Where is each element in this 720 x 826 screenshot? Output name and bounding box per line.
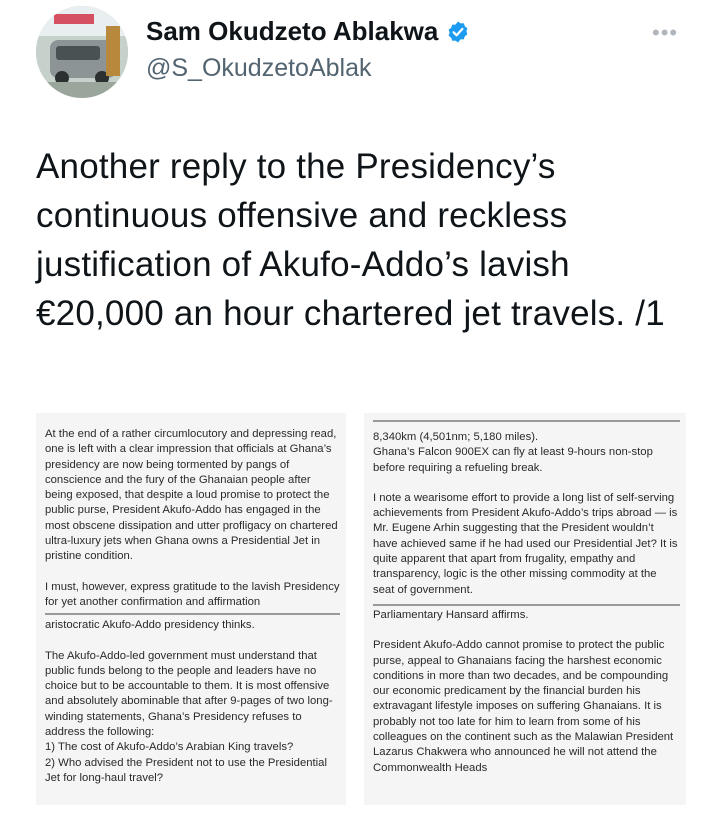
document-left-cut-strip xyxy=(45,610,340,618)
document-left-paragraph-5: 1) The cost of Akufo-Addo’s Arabian King travels? xyxy=(45,741,294,754)
document-left-top-cut xyxy=(36,413,346,421)
document-right-text xyxy=(373,430,680,791)
document-left-cut-line xyxy=(45,613,340,615)
document-right-paragraph-1: 8,340km (4,501nm; 5,180 miles). xyxy=(373,431,539,443)
attached-image-left[interactable] xyxy=(36,413,346,805)
document-right-paragraph-5: President Akufo-Addo cannot promise to protect the public purse, appeal to Ghanaians facing the harshest economic conditions in more than two decades, and be compounding our economic predicament by the financial burden his extravagant lifestyle imposes on suffering Ghanaians. It is probably not too late for him to learn from some of his colleagues on the continent such as the Malawian President Lazarus Chakwera who announced he will not attend the Commonwealth Heads xyxy=(373,639,674,774)
document-right-cut-strip xyxy=(373,598,680,608)
more-options-icon[interactable]: ••• xyxy=(652,20,679,45)
verified-badge-icon xyxy=(446,20,470,44)
avatar[interactable] xyxy=(36,6,128,98)
attached-image-right[interactable] xyxy=(364,413,686,805)
author-name[interactable]: Sam Okudzeto Ablakwa xyxy=(146,16,439,46)
document-left-paragraph-4: The Akufo-Addo-led government must understand that public funds belong to the people and leaders have no choice but to be accountable to them. It is most offensive and absolutely abominable that after 9-pages of two long-winding statements, Ghana’s Presidency refuses to address the following: xyxy=(45,649,333,739)
tweet-text: Another reply to the Presidency’s continuous offensive and reckless justification of Akufo-Addo’s lavish €20,000 an hour chartered jet travels. /1 xyxy=(36,147,665,333)
author-handle[interactable]: @S_OkudzetoAblak xyxy=(146,54,372,82)
document-right-paragraph-4: Parliamentary Hansard affirms. xyxy=(373,608,529,621)
document-left-text xyxy=(45,427,340,801)
document-right-top-cut xyxy=(364,413,686,425)
document-left-paragraph-3: aristocratic Akufo-Addo presidency thinks. xyxy=(45,619,255,632)
document-right-paragraph-3: I note a wearisome effort to provide a long list of self-serving achievements from President Akufo-Addo’s trips abroad — is Mr. Eugene Arhin suggesting that the President wouldn’t have achieved same if he had used our Presidential Jet? It is quite apparent that apart from frugality, empathy and transparency, logic is the other missing commodity at the seat of government. xyxy=(373,491,678,596)
document-right-paragraph-2: Ghana’s Falcon 900EX can fly at least 9-hours non-stop before requiring a refueling break. xyxy=(373,446,653,474)
document-right-top-cut-line xyxy=(373,420,680,422)
document-left-paragraph-6: 2) Who advised the President not to use the Presidential Jet for long-haul travel? xyxy=(45,756,327,784)
document-left-paragraph-1: At the end of a rather circumlocutory and depressing read, one is left with a clear impression that officials at Ghana’s presidency are now being tormented by pangs of conscience and the fury of the Ghanaian people after being exposed, that despite a loud promise to protect the public purse, President Akufo-Addo has engaged in the most obscene dissipation and utter profligacy on chartered ultra-luxury jets when Ghana owns a Presidential Jet in pristine condition. xyxy=(45,428,338,563)
avatar-image xyxy=(36,6,128,98)
document-right-cut-line xyxy=(373,604,680,606)
document-left-paragraph-2: I must, however, express gratitude to the lavish Presidency for yet another confirmation and affirmation xyxy=(45,580,340,608)
